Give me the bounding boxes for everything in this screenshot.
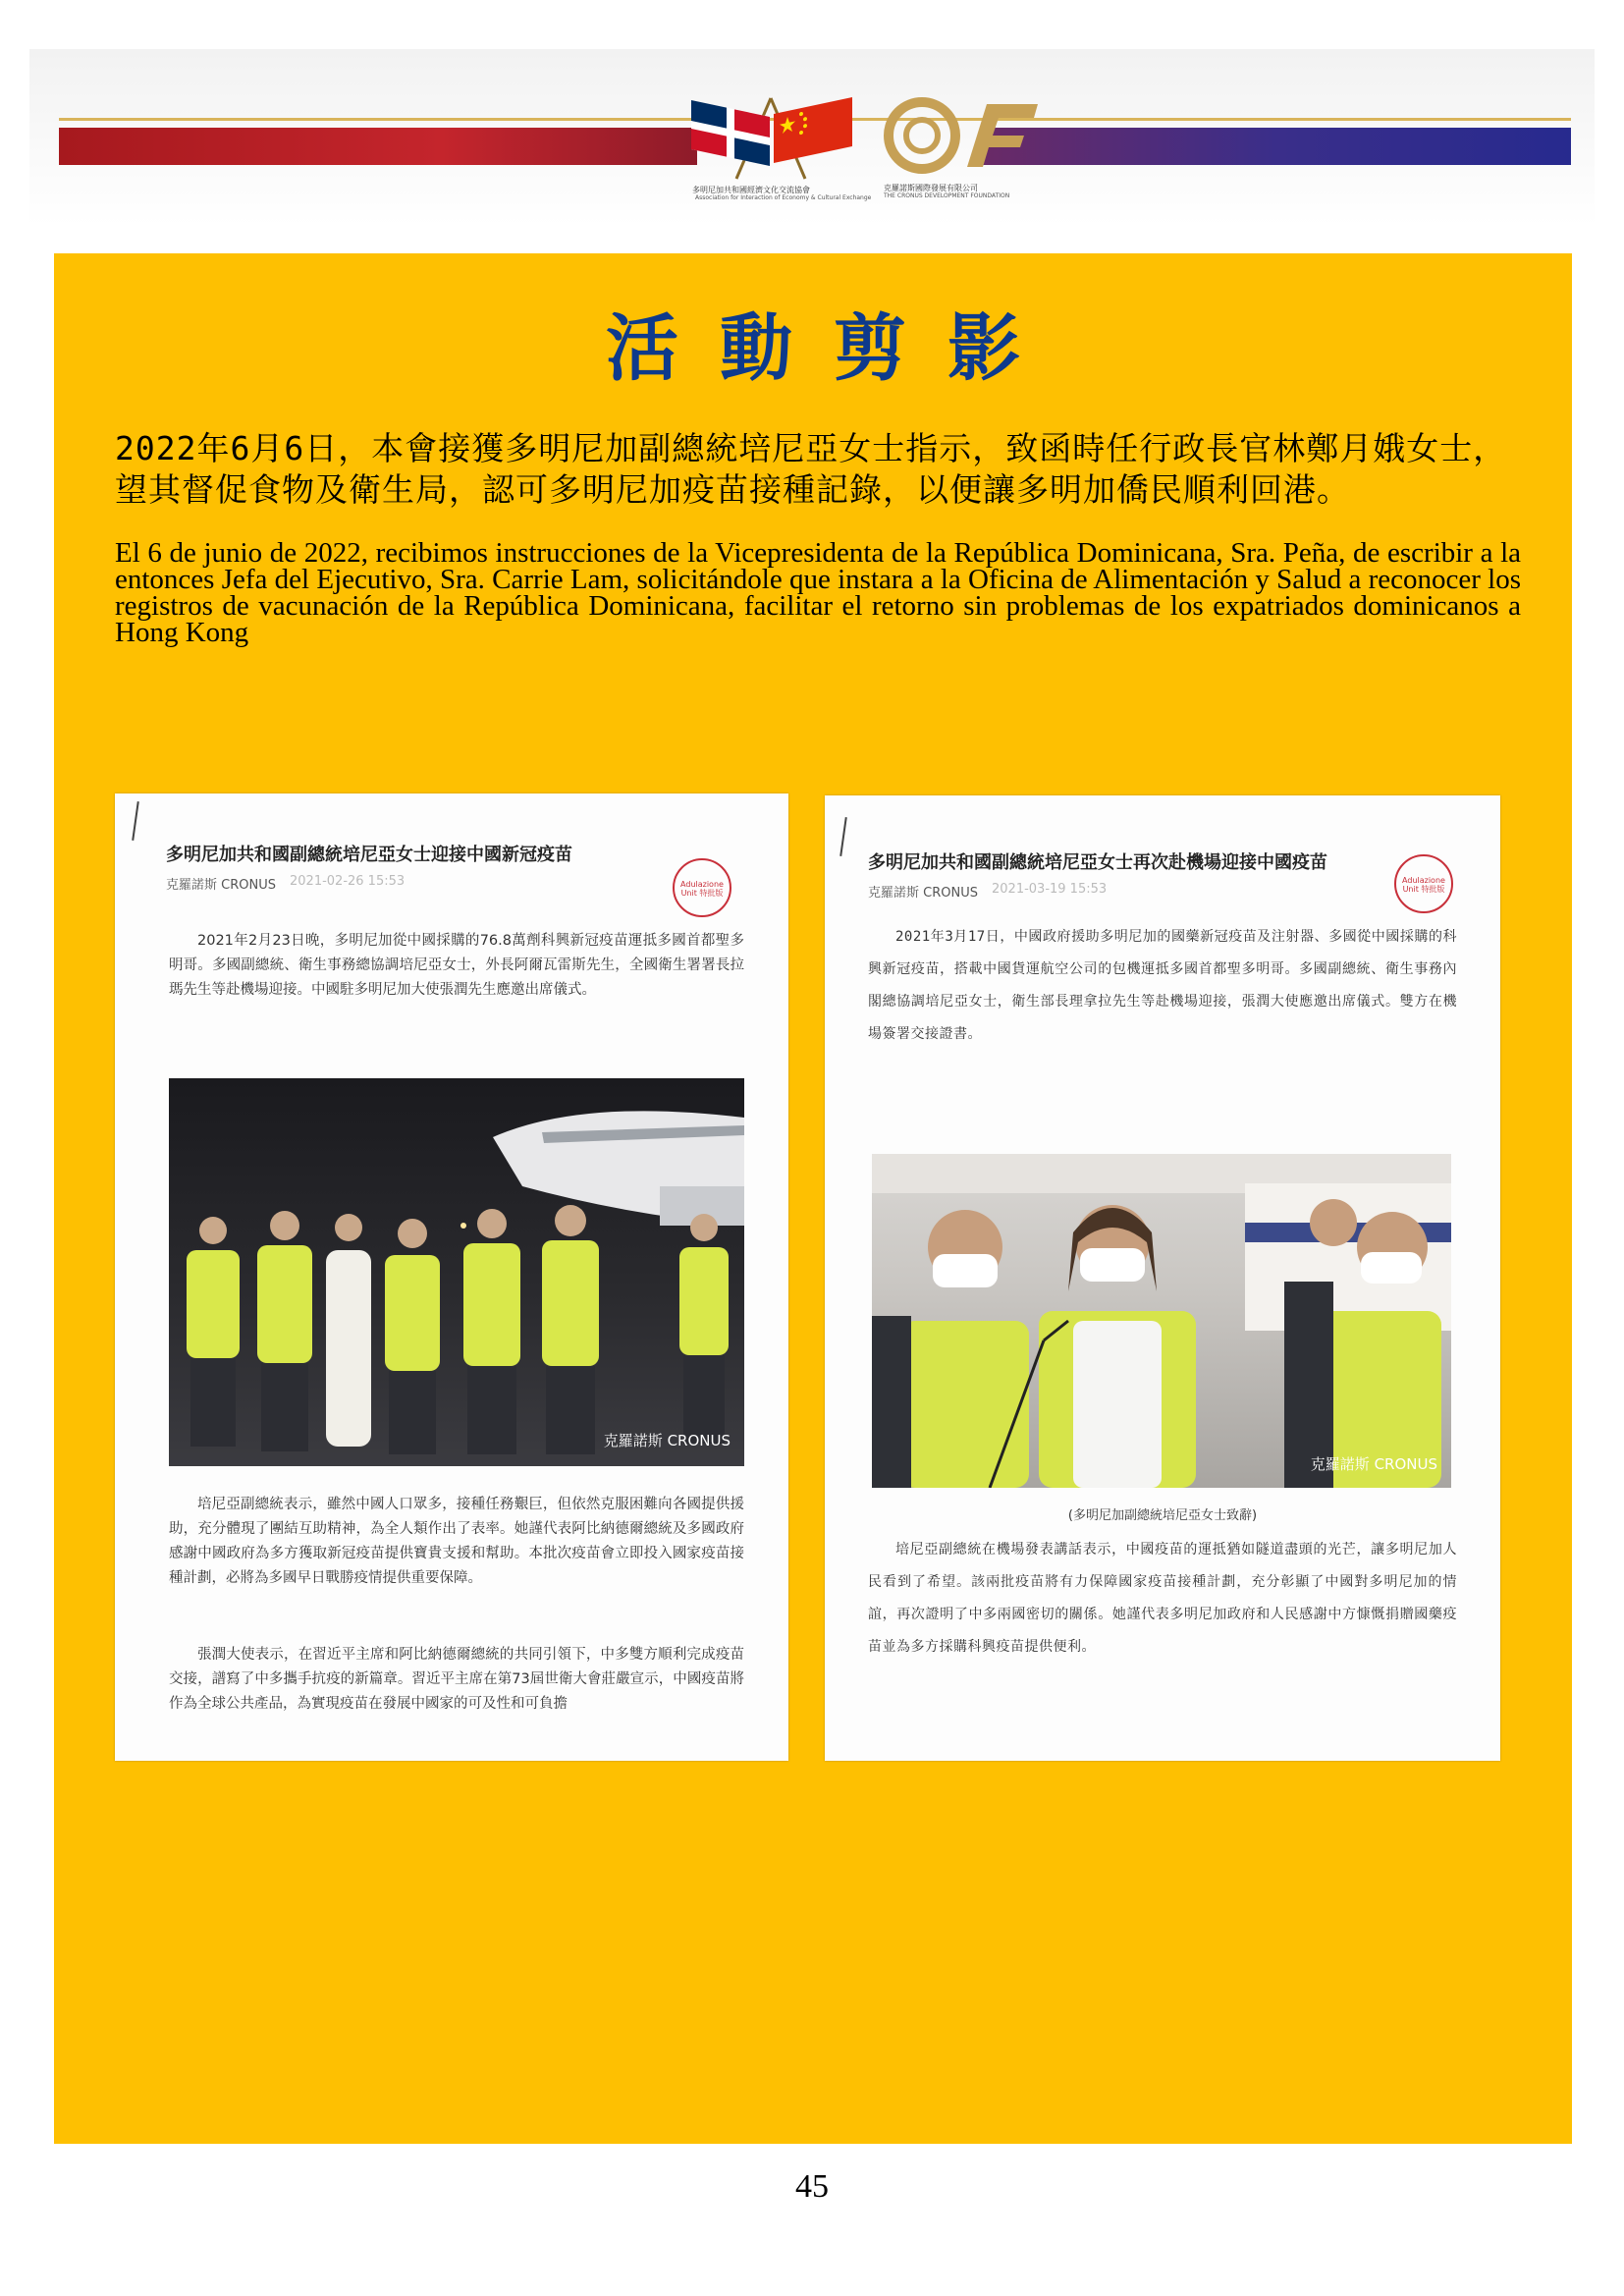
airplane-scene-icon	[169, 1078, 744, 1466]
red-seal-stamp: Adulazione Unit 特批版	[673, 858, 731, 917]
header-red-stripe	[59, 128, 697, 165]
clipping-title: 多明尼加共和國副總統培尼亞女士再次赴機場迎接中國疫苗	[868, 852, 1327, 873]
paragraph-spanish: El 6 de junio de 2022, recibimos instrucciones de la Vicepresidenta de la República Dominicana, Sra. Peña, de escribir a la entonces Jefa del Ejecutivo, Sra. Carrie Lam, solicitándole que instara a la Oficina de Alimentación y Salud a reconocer los registros de vacunación de la República Dominicana, facilitar el retorno sin problemas de los expatriados dominicanos a Hong Kong	[115, 537, 1521, 648]
pen-mark	[839, 817, 847, 856]
airport-group-photo	[169, 1078, 744, 1466]
paragraph-chinese: 2022年6月6日，本會接獲多明尼加副總統培尼亞女士指示，致函時任行政長官林鄭月娥女士，望其督促食物及衛生局，認可多明尼加疫苗接種記錄，以便讓多明加僑民順利回港。	[115, 429, 1507, 509]
foundation-name-en: THE CRONUS DEVELOPMENT FOUNDATION	[884, 192, 1010, 199]
clipping-body-1: 培尼亞副總統表示，雖然中國人口眾多，接種任務艱巨，但依然克服困難向各國提供援助，充分體現了團結互助精神，為全人類作出了表率。她謹代表阿比納德爾總統及多國政府感謝中國政府為多方獲取新冠疫苗提供寶貴支援和幫助。本批次疫苗會立即投入國家疫苗接種計劃，必將為多國早日戰勝疫情提供重要保障。	[169, 1497, 744, 1586]
association-name-en: Association for Interaction of Economy & Cultural Exchange	[695, 194, 872, 201]
clipping-intro: 2021年3月17日，中國政府援助多明尼加的國藥新冠疫苗及注射器、多國從中國採購的科興新冠疫苗，搭載中國貨運航空公司的包機運抵多國首都聖多明哥。多國副總統、衛生事務內閣總協調培尼亞女士，衛生部長理拿拉先生等赴機場迎接，張潤大使應邀出席儀式。雙方在機場簽署交接證書。	[868, 929, 1457, 1042]
news-clipping-1	[115, 793, 788, 1761]
clipping-body-2: 張潤大使表示，在習近平主席和阿比納德爾總統的共同引領下，中多雙方順利完成疫苗交接，譜寫了中多攜手抗疫的新篇章。習近平主席在第73屆世衛大會莊嚴宣示，中國疫苗將作為全球公共產品，為實現疫苗在發展中國家的可及性和可負擔	[169, 1647, 744, 1712]
clipping-source: 克羅諾斯 CRONUS	[166, 878, 276, 893]
photo-watermark: 克羅諾斯 CRONUS	[1310, 1455, 1437, 1473]
pen-mark	[132, 801, 139, 841]
page-title: 活動剪影	[606, 306, 1061, 391]
page-number: 45	[795, 2168, 829, 2205]
foundation-name-zh: 克羅諾斯國際發展有限公司	[884, 184, 978, 192]
press-scene-icon	[872, 1154, 1451, 1488]
crossed-flags-logo-icon	[677, 88, 864, 182]
news-clipping-2	[825, 795, 1500, 1761]
content-panel	[54, 253, 1572, 2144]
cronus-foundation-logo-icon	[879, 90, 1046, 177]
clipping-date: 2021-02-26 15:53	[290, 874, 406, 889]
clipping-date: 2021-03-19 15:53	[992, 882, 1108, 897]
association-name-zh: 多明尼加共和國經濟文化交流協會	[692, 186, 810, 194]
clipping-intro: 2021年2月23日晚，多明尼加從中國採購的76.8萬劑科興新冠疫苗運抵多國首都聖多明哥。多國副總統、衛生事務總協調培尼亞女士，外長阿爾瓦雷斯先生，全國衛生署署長拉瑪先生等赴機場迎接。中國駐多明尼加大使張潤先生應邀出席儀式。	[169, 933, 744, 998]
clipping-body-1: 培尼亞副總統在機場發表講話表示，中國疫苗的運抵猶如隧道盡頭的光芒，讓多明尼加人民看到了希望。該兩批疫苗將有力保障國家疫苗接種計劃，充分彰顯了中國對多明尼加的情誼，再次證明了中多兩國密切的關係。她謹代表多明尼加政府和人民感謝中方慷慨捐贈國藥疫苗並為多方採購科興疫苗提供便利。	[868, 1542, 1457, 1655]
header-blue-stripe	[982, 128, 1571, 165]
photo-caption: (多明尼加副總統培尼亞女士致辭)	[1067, 1508, 1258, 1523]
clipping-source: 克羅諾斯 CRONUS	[868, 886, 978, 901]
red-seal-stamp: Adulazione Unit 特批版	[1394, 854, 1453, 913]
vice-president-speech-photo	[872, 1154, 1451, 1488]
clipping-title: 多明尼加共和國副總統培尼亞女士迎接中國新冠疫苗	[166, 845, 572, 865]
photo-watermark: 克羅諾斯 CRONUS	[603, 1432, 731, 1449]
